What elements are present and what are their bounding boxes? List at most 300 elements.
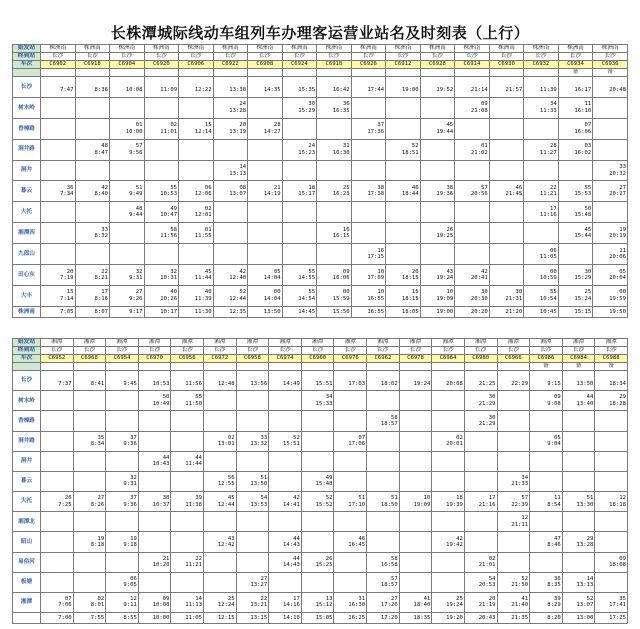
time-cell: 30 21:29 <box>464 391 497 411</box>
terminal-cell: 长沙 <box>110 53 145 61</box>
time-cell: 02 21:01 <box>464 552 497 572</box>
station-name: 洞井 <box>13 160 41 181</box>
time-cell: 20 7:19 <box>41 265 76 286</box>
code-cell: C6974 <box>269 355 302 363</box>
time-cell <box>530 512 563 532</box>
time-cell: 57 9:56 <box>110 139 145 160</box>
time-cell: 26 19:25 <box>420 223 455 244</box>
time-cell: 01 21:02 <box>455 139 490 160</box>
time-cell <box>41 552 74 572</box>
time-cell: 27 17:26 <box>367 592 400 612</box>
time-cell: 05 9:04 <box>530 431 563 451</box>
time-cell: 50 15:48 <box>558 202 593 223</box>
mark-cell <box>213 69 248 77</box>
time-cell <box>269 451 302 471</box>
code-cell: C6986 <box>530 355 563 363</box>
terminal-cell: 长沙 <box>213 53 248 61</box>
time-cell <box>562 431 595 451</box>
time-cell: 19:00 <box>420 306 455 317</box>
origin-cell: 株洲南 <box>213 45 248 53</box>
time-cell: 40 11:39 <box>179 285 214 306</box>
code-cell: C6926 <box>351 61 386 69</box>
terminal-cell: 长沙 <box>41 53 76 61</box>
time-cell <box>41 451 74 471</box>
time-cell: 02 20:01 <box>432 431 465 451</box>
time-cell <box>386 97 421 118</box>
time-cell <box>301 451 334 471</box>
time-cell: 17 11:16 <box>524 202 559 223</box>
time-cell: 12:22 <box>179 77 214 98</box>
origin-header-label: 始发站 <box>13 45 41 53</box>
time-cell <box>41 244 76 265</box>
time-cell <box>301 431 334 451</box>
time-cell <box>455 160 490 181</box>
terminal-cell: 长沙 <box>269 347 302 355</box>
time-cell <box>41 118 76 139</box>
mark-cell: 备 <box>562 363 595 371</box>
code-cell: C6930 <box>489 61 524 69</box>
time-cell <box>497 451 530 471</box>
time-cell: 17:03 <box>334 371 367 391</box>
time-cell: 20:08 <box>432 371 465 391</box>
time-cell: 55 10:54 <box>524 285 559 306</box>
origin-cell: 湘潭 <box>41 339 74 347</box>
time-cell <box>73 391 106 411</box>
time-cell <box>41 391 74 411</box>
mark-cell <box>420 69 455 77</box>
time-cell <box>455 223 490 244</box>
time-cell: 55 14:54 <box>282 285 317 306</box>
station-name: 昭山 <box>13 532 41 552</box>
origin-cell: 株洲南 <box>144 45 179 53</box>
time-cell <box>399 451 432 471</box>
mark-cell: 备 <box>595 363 628 371</box>
time-cell: 00 14:04 <box>248 285 283 306</box>
time-cell <box>75 244 110 265</box>
time-cell <box>489 265 524 286</box>
time-cell: 10 16:55 <box>351 285 386 306</box>
terminal-cell: 长沙 <box>301 347 334 355</box>
time-cell: 55 14:55 <box>282 265 317 286</box>
time-cell <box>420 139 455 160</box>
time-cell <box>399 532 432 552</box>
time-cell <box>455 118 490 139</box>
time-cell <box>530 411 563 431</box>
timetable-xiangtan <box>12 338 628 624</box>
time-cell: 41 18:40 <box>399 592 432 612</box>
station-name: 板塘 <box>13 572 41 592</box>
code-cell: C6966 <box>497 355 530 363</box>
time-cell: 08 13:07 <box>213 181 248 202</box>
origin-cell: 株洲南 <box>524 45 559 53</box>
time-cell: 16 16:15 <box>317 223 352 244</box>
time-cell <box>334 391 367 411</box>
origin-cell: 株洲南 <box>110 45 145 53</box>
time-cell <box>204 451 237 471</box>
origin-cell: 株洲南 <box>420 45 455 53</box>
code-cell: C6960 <box>301 355 334 363</box>
mark-cell: 备 <box>593 69 628 77</box>
time-cell <box>269 512 302 532</box>
time-cell: 00 19:59 <box>593 285 628 306</box>
time-cell: 36 7:34 <box>41 181 76 202</box>
mark-cell: 备 <box>558 69 593 77</box>
time-cell <box>73 451 106 471</box>
time-cell <box>432 512 465 532</box>
time-cell: 36 16:35 <box>317 97 352 118</box>
time-cell <box>248 244 283 265</box>
time-cell: 21:35 <box>497 613 530 624</box>
time-cell: 19:50 <box>593 306 628 317</box>
time-cell: 27 9:26 <box>110 285 145 306</box>
time-cell: 10:53 <box>138 371 171 391</box>
code-cell: C6922 <box>213 61 248 69</box>
terminal-cell: 长沙 <box>558 53 593 61</box>
time-cell: 51 17:10 <box>334 492 367 512</box>
terminal-cell: 长沙 <box>41 347 74 355</box>
terminal-cell: 长沙 <box>179 53 214 61</box>
time-cell: 13:56 <box>236 371 269 391</box>
time-cell: 07 16:06 <box>558 118 593 139</box>
time-cell <box>41 512 74 532</box>
terminal-cell: 长沙 <box>204 347 237 355</box>
code-cell: C6980 <box>464 355 497 363</box>
time-cell <box>386 202 421 223</box>
terminal-cell: 长沙 <box>595 347 628 355</box>
station-name: 田心东 <box>13 265 41 286</box>
time-cell: 49 10:47 <box>144 202 179 223</box>
time-cell: 17:25 <box>595 613 628 624</box>
station-name: 洞井路 <box>13 431 41 451</box>
time-cell: 12 21:11 <box>497 512 530 532</box>
mark-cell <box>236 363 269 371</box>
time-cell: 46 21:45 <box>489 181 524 202</box>
station-name: 洞井路 <box>13 139 41 160</box>
time-cell: 30 21:31 <box>489 285 524 306</box>
time-cell <box>351 223 386 244</box>
time-cell <box>110 244 145 265</box>
time-cell <box>464 512 497 532</box>
time-cell: 54 13:53 <box>236 492 269 512</box>
terminal-cell: 长沙 <box>367 347 400 355</box>
origin-cell: 湘潭 <box>530 339 563 347</box>
mark-cell <box>248 69 283 77</box>
time-cell <box>455 244 490 265</box>
time-cell: 13 15:12 <box>301 592 334 612</box>
time-cell <box>282 202 317 223</box>
time-cell <box>301 572 334 592</box>
time-cell <box>497 391 530 411</box>
time-cell: 13:50 <box>562 371 595 391</box>
time-cell <box>367 451 400 471</box>
time-cell: 51 13:50 <box>236 471 269 491</box>
time-cell <box>464 532 497 552</box>
time-cell: 56 12:55 <box>204 471 237 491</box>
terminal-cell: 长沙 <box>351 53 386 61</box>
time-cell <box>213 202 248 223</box>
time-cell: 52 21:50 <box>497 572 530 592</box>
time-cell: 58 16:58 <box>367 552 400 572</box>
time-cell: 55 11:50 <box>171 391 204 411</box>
time-cell <box>386 118 421 139</box>
station-name: 香樟路 <box>13 411 41 431</box>
terminal-cell: 长沙 <box>236 347 269 355</box>
time-cell: 34 21:33 <box>497 471 530 491</box>
terminal-cell: 长沙 <box>171 347 204 355</box>
time-cell <box>432 411 465 431</box>
time-cell <box>399 391 432 411</box>
terminal-cell: 长沙 <box>386 53 421 61</box>
time-cell: 41 21:40 <box>497 592 530 612</box>
time-cell: 14 13:13 <box>213 160 248 181</box>
time-cell: 55 15:53 <box>558 181 593 202</box>
time-cell: 20:48 <box>593 77 628 98</box>
mark-cell <box>144 69 179 77</box>
time-cell <box>367 471 400 491</box>
time-cell <box>73 411 106 431</box>
time-cell: 30 15:29 <box>558 265 593 286</box>
code-cell: C6934 <box>558 61 593 69</box>
time-cell <box>179 97 214 118</box>
time-cell <box>213 223 248 244</box>
time-cell: 7:37 <box>41 371 74 391</box>
time-cell <box>595 411 628 431</box>
time-cell: 39 8:29 <box>530 592 563 612</box>
time-cell <box>204 552 237 572</box>
time-cell <box>269 411 302 431</box>
origin-cell: 株洲南 <box>282 45 317 53</box>
time-cell: 52 12:44 <box>213 285 248 306</box>
terminal-cell: 长沙 <box>464 347 497 355</box>
time-cell <box>317 118 352 139</box>
time-cell: 24 13:28 <box>213 97 248 118</box>
time-cell: 14 13:13 <box>562 572 595 592</box>
mark-header-label <box>13 69 41 77</box>
time-cell: 8:41 <box>73 371 106 391</box>
time-cell <box>432 451 465 471</box>
time-cell <box>399 572 432 592</box>
station-name: 易俗河 <box>13 552 41 572</box>
time-cell: 58 11:56 <box>144 223 179 244</box>
origin-header-label: 始发站 <box>13 339 41 347</box>
time-cell: 17 8:16 <box>75 285 110 306</box>
time-cell: 12:15 <box>204 613 237 624</box>
time-cell: 43 19:24 <box>420 265 455 286</box>
time-cell: 13:30 <box>213 77 248 98</box>
mark-cell <box>75 69 110 77</box>
mark-cell <box>204 363 237 371</box>
time-cell: 15:05 <box>301 613 334 624</box>
time-cell: 22 11:21 <box>524 181 559 202</box>
terminal-cell: 长沙 <box>334 347 367 355</box>
time-cell: 09 10:08 <box>138 592 171 612</box>
origin-cell: 株洲南 <box>489 45 524 53</box>
mark-cell <box>282 69 317 77</box>
code-cell: C6906 <box>179 61 214 69</box>
time-cell: 07 7:06 <box>41 592 74 612</box>
time-cell: 42 19:42 <box>432 532 465 552</box>
station-name: 洞井 <box>13 451 41 471</box>
time-cell: 8:20 <box>530 613 563 624</box>
time-cell: 16:17 <box>558 77 593 98</box>
time-cell: 7:05 <box>41 306 76 317</box>
time-cell: 37 9:36 <box>106 431 139 451</box>
time-cell: 28 14:27 <box>248 118 283 139</box>
time-cell: 33 13:32 <box>236 431 269 451</box>
time-cell <box>432 471 465 491</box>
time-cell: 21:25 <box>464 371 497 391</box>
time-cell <box>464 471 497 491</box>
time-cell <box>301 512 334 532</box>
time-cell: 34 11:33 <box>524 97 559 118</box>
time-cell: 14:35 <box>248 77 283 98</box>
time-cell: 32 10:31 <box>144 265 179 286</box>
time-cell: 25 16:23 <box>317 181 352 202</box>
time-cell <box>73 471 106 491</box>
code-cell: C6920 <box>144 61 179 69</box>
time-cell <box>41 572 74 592</box>
code-cell: C6988 <box>595 355 628 363</box>
code-cell: C6902 <box>41 61 76 69</box>
time-cell <box>595 431 628 451</box>
time-cell <box>236 451 269 471</box>
time-cell: 15:51 <box>301 371 334 391</box>
time-cell: 36 8:35 <box>530 572 563 592</box>
time-cell: 22 11:21 <box>171 552 204 572</box>
time-cell <box>489 139 524 160</box>
code-cell: C6908 <box>248 61 283 69</box>
time-cell: 17:44 <box>351 77 386 98</box>
time-cell <box>455 202 490 223</box>
time-cell: 16:25 <box>334 613 367 624</box>
time-cell <box>41 431 74 451</box>
time-cell: 55 10:53 <box>144 181 179 202</box>
time-cell <box>497 431 530 451</box>
terminal-cell: 长沙 <box>317 53 352 61</box>
time-cell <box>464 431 497 451</box>
time-cell <box>562 512 595 532</box>
time-cell: 34 15:33 <box>301 391 334 411</box>
time-cell: 10:17 <box>144 306 179 317</box>
code-cell: C6972 <box>204 355 237 363</box>
time-cell: 19 20:19 <box>593 223 628 244</box>
time-cell <box>269 471 302 491</box>
time-cell <box>420 97 455 118</box>
code-cell: C6956 <box>171 355 204 363</box>
time-cell: 57 20:56 <box>455 181 490 202</box>
time-cell <box>282 244 317 265</box>
mark-cell <box>110 69 145 77</box>
time-cell <box>106 391 139 411</box>
time-cell <box>282 118 317 139</box>
time-cell: 14:49 <box>269 371 302 391</box>
origin-cell: 湘潭 <box>562 339 595 347</box>
time-cell <box>106 411 139 431</box>
time-cell <box>110 160 145 181</box>
time-cell <box>248 139 283 160</box>
time-cell: 27 20:27 <box>593 181 628 202</box>
time-cell: 11:39 <box>524 77 559 98</box>
time-cell <box>497 532 530 552</box>
time-cell: 52 18:51 <box>386 139 421 160</box>
station-name: 大托 <box>13 202 41 223</box>
time-cell <box>489 97 524 118</box>
time-cell: 11:30 <box>179 306 214 317</box>
time-cell: 25 15:24 <box>558 285 593 306</box>
time-cell: 10 17:09 <box>351 265 386 286</box>
terminal-cell: 长沙 <box>562 347 595 355</box>
station-name: 暮云 <box>13 471 41 491</box>
time-cell: 19 9:18 <box>106 532 139 552</box>
time-cell: 15 12:14 <box>179 118 214 139</box>
time-cell <box>367 391 400 411</box>
time-cell: 7:00 <box>41 613 74 624</box>
time-cell <box>420 244 455 265</box>
time-cell <box>144 160 179 181</box>
time-cell: 20:20 <box>455 306 490 317</box>
time-cell <box>595 512 628 532</box>
time-cell <box>213 244 248 265</box>
time-cell <box>351 202 386 223</box>
time-cell <box>144 97 179 118</box>
time-cell: 37 17:36 <box>351 118 386 139</box>
time-cell <box>144 139 179 160</box>
mark-cell <box>524 69 559 77</box>
time-cell <box>351 97 386 118</box>
time-cell: 49 15:48 <box>301 471 334 491</box>
terminal-cell: 长沙 <box>106 347 139 355</box>
code-cell: C6962 <box>367 355 400 363</box>
time-cell: 05 20:04 <box>593 265 628 286</box>
time-cell: 46 16:45 <box>334 532 367 552</box>
mark-cell <box>399 363 432 371</box>
time-cell: 26 7:25 <box>41 492 74 512</box>
origin-cell: 株洲南 <box>317 45 352 53</box>
time-cell: 11:09 <box>144 77 179 98</box>
time-cell: 18:34 <box>595 371 628 391</box>
time-cell <box>334 552 367 572</box>
time-cell <box>593 139 628 160</box>
terminal-cell: 长沙 <box>524 53 559 61</box>
time-cell: 19:52 <box>420 77 455 98</box>
time-cell: 11:05 <box>171 613 204 624</box>
time-cell: 11 16:10 <box>558 97 593 118</box>
mark-cell <box>464 363 497 371</box>
code-cell: C6952 <box>41 355 74 363</box>
time-cell: 21 10:20 <box>138 552 171 572</box>
time-cell: 9:17 <box>110 306 145 317</box>
time-cell: 35 17:41 <box>595 592 628 612</box>
time-cell: 18 15:17 <box>282 181 317 202</box>
time-cell: 15:35 <box>282 77 317 98</box>
time-cell: 21:14 <box>455 77 490 98</box>
time-cell <box>171 512 204 532</box>
code-cell: C6924 <box>282 61 317 69</box>
time-cell: 57 18:57 <box>367 572 400 592</box>
time-cell <box>179 139 214 160</box>
time-cell: 06 9:05 <box>106 572 139 592</box>
time-cell <box>399 552 432 572</box>
mark-cell <box>489 69 524 77</box>
time-cell: 57 22:39 <box>497 492 530 512</box>
terminal-header-label: 终到站 <box>13 347 41 355</box>
time-cell <box>213 139 248 160</box>
time-cell: 09 16:06 <box>317 265 352 286</box>
time-cell: 19 8:18 <box>73 532 106 552</box>
origin-cell: 株洲南 <box>455 45 490 53</box>
origin-cell: 湘潭 <box>497 339 530 347</box>
time-cell: 12:48 <box>204 371 237 391</box>
